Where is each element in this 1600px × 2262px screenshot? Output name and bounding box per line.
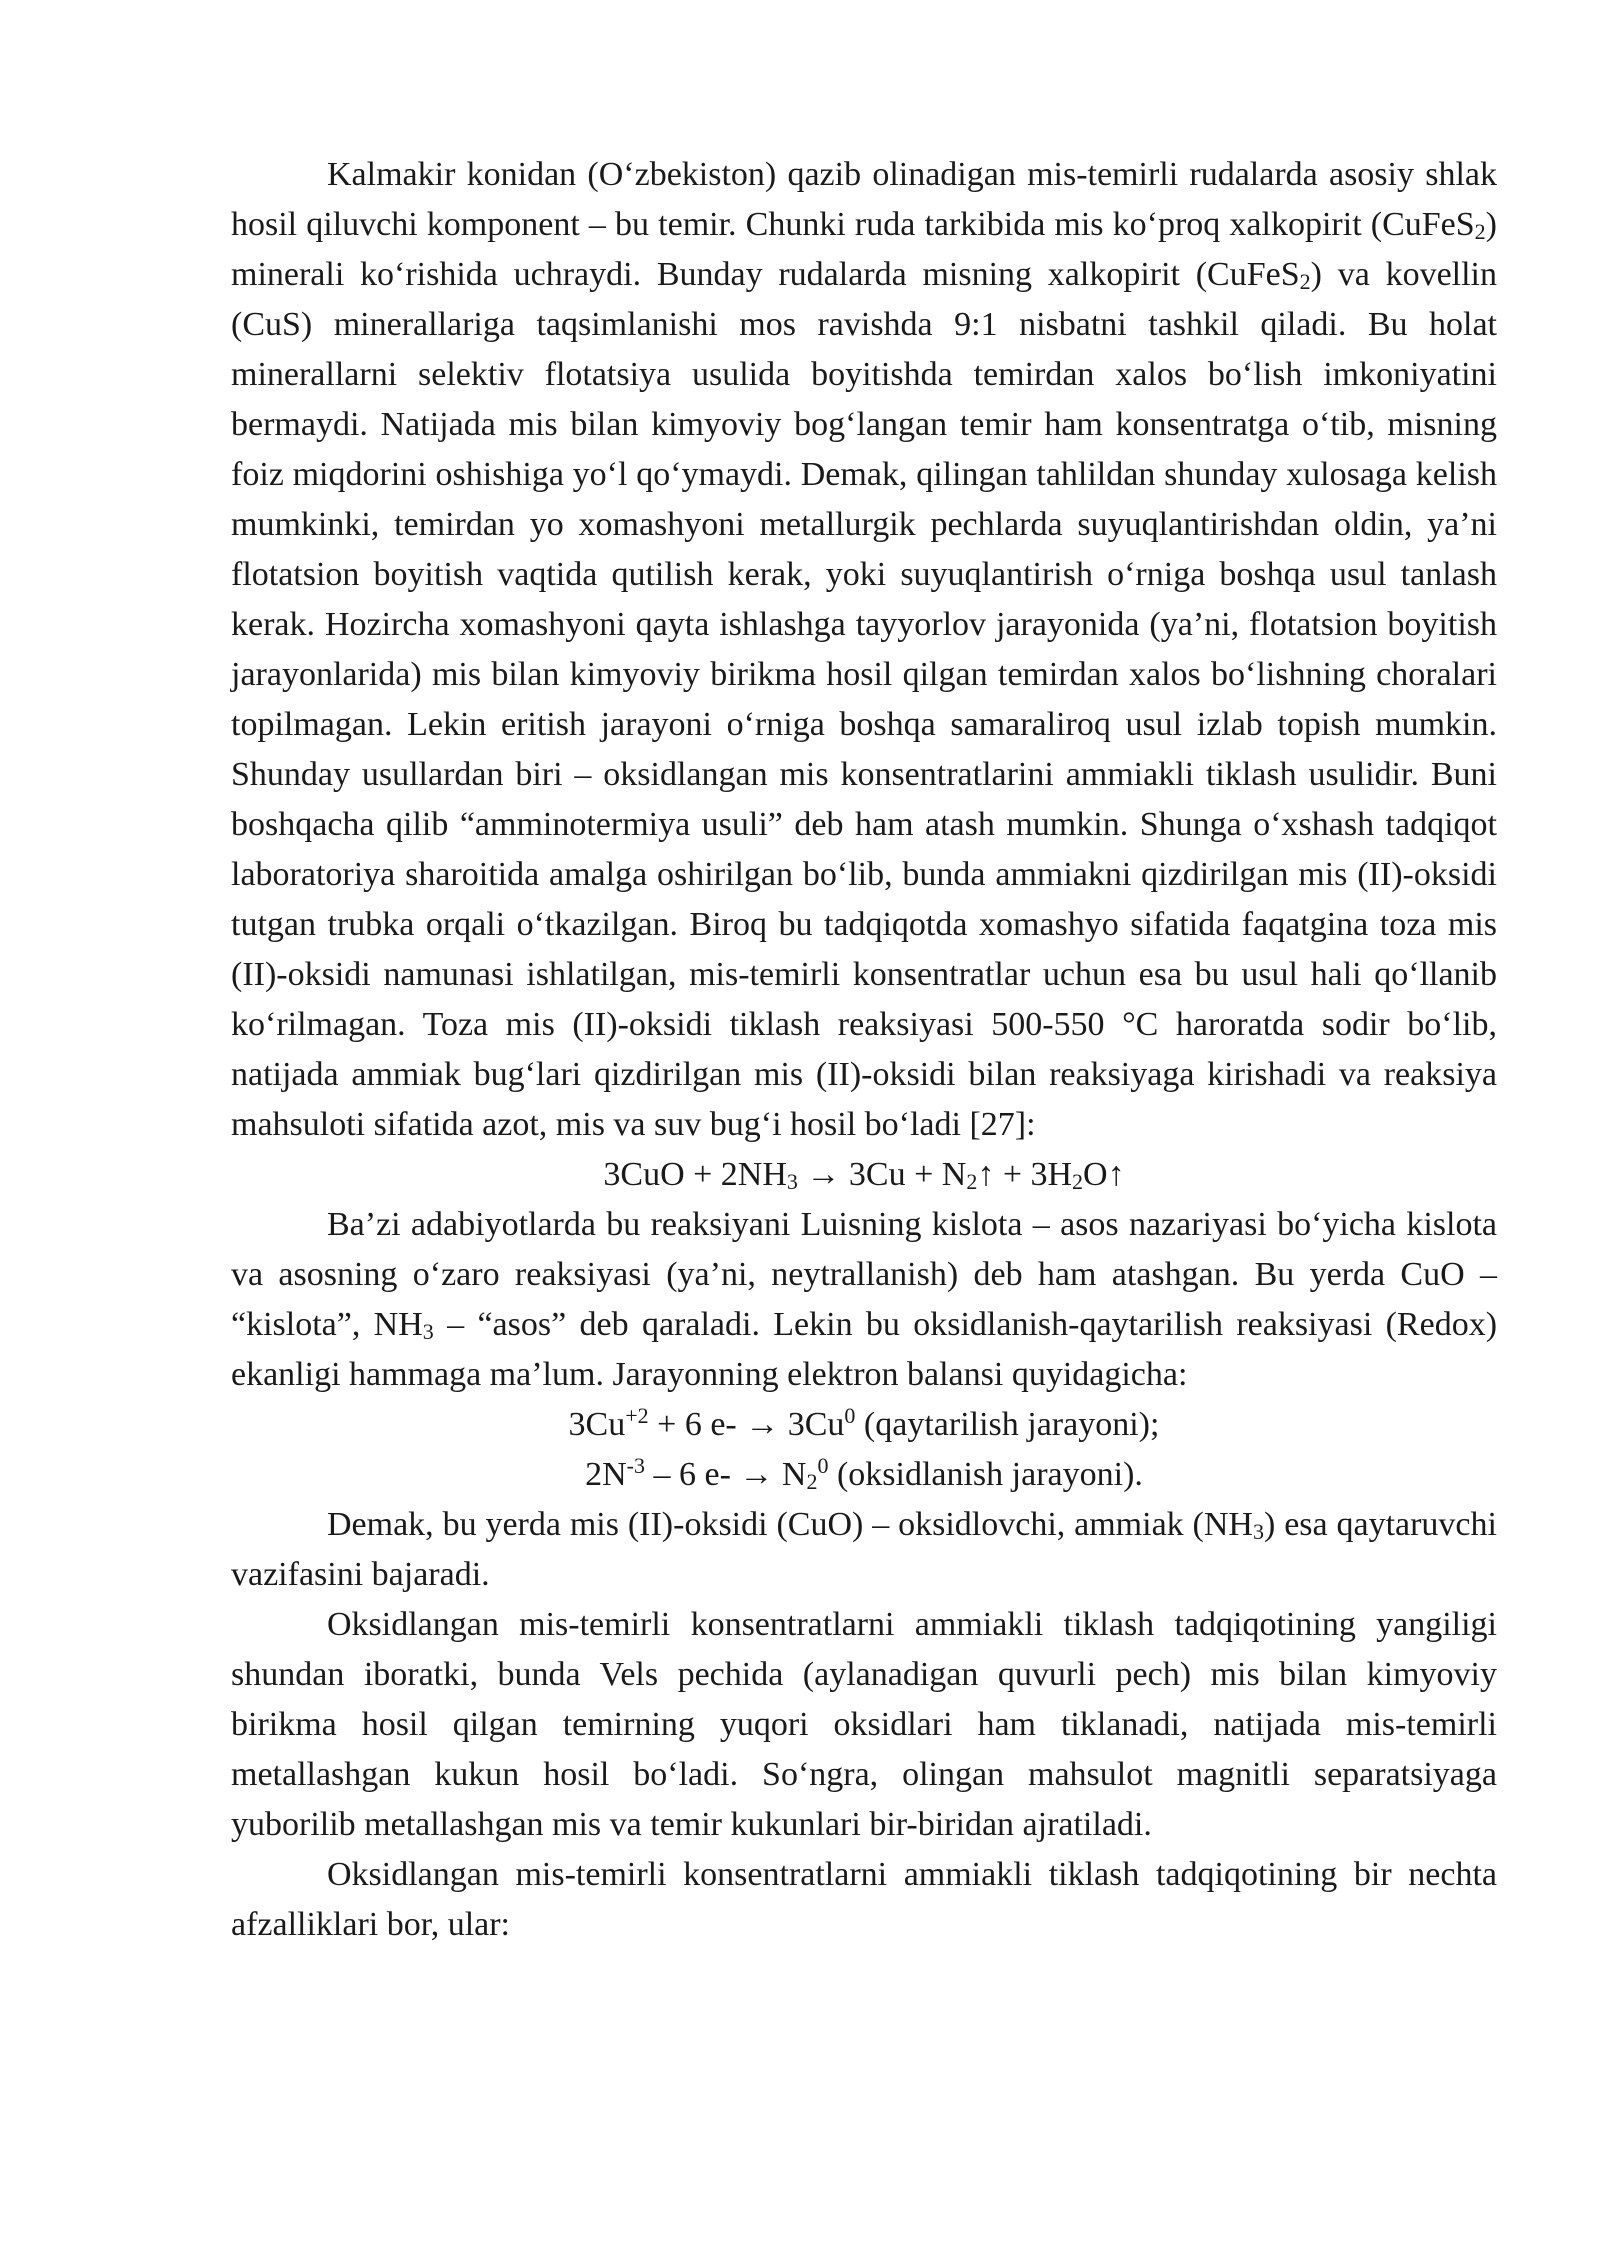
paragraph-novelty: Oksidlangan mis-temirli konsentratlarni ammiakli tiklash tadqiqotining yangiligi shundan iboratki, bunda Vels pechida (aylanadigan quvurli pech) mis bilan kimyoviy birikma hosil qilgan temirning yuqori oksidlari ham tiklanadi, natijada mis-temirli metallashgan kukun hosil bo‘ladi. So‘ngra, olingan mahsulot magnitli separatsiyaga yuborilib metallashgan mis va temir kukunlari bir-biridan ajratiladi. — [231, 1606, 1497, 1843]
subscript: 3 — [786, 1169, 798, 1194]
paragraph-kalmakir-ore — [231, 150, 1497, 1150]
text-run: ) esa qaytaruvchi vazifasini bajaradi. — [231, 1506, 1497, 1593]
text-run: Ba’zi adabiyotlarda bu reaksiyani Luisning kislota – asos nazariyasi bo‘yicha kislota va asosning o‘zaro reaksiyasi (ya’ni, neytrallanish) deb ham atashgan. Bu yerda CuO – “kislota”, NH — [231, 1206, 1497, 1343]
superscript: +2 — [625, 1403, 649, 1428]
subscript: 3 — [1252, 1519, 1264, 1544]
paragraph-lewis-acid-base — [231, 1200, 1497, 1400]
text-run: ) minerali ko‘rishida uchraydi. Bunday rudalarda misning xalkopirit (CuFeS — [231, 206, 1497, 293]
text-run: Demak, bu yerda mis (II)-oksidi (CuO) – oksidlovchi, ammiak (NH — [327, 1506, 1253, 1543]
subscript: 2 — [806, 1469, 818, 1494]
subscript: 2 — [1299, 269, 1311, 294]
text-run: – “asos” deb qaraladi. Lekin bu oksidlanish-qaytarilish reaksiyasi (Redox) ekanligi hammaga ma’lum. Jarayonning elektron balansi quyidagicha: — [231, 1306, 1498, 1393]
equation-cuo-nh3-reduction: $3CuO + 2NH_3 \to 3Cu$ + $N_2↑$ + $3H_2O↑$ — [603, 1156, 1125, 1194]
subscript: 2 — [966, 1169, 978, 1194]
equation-nitrogen-oxidation: $2N^{-3} - 6$ $e- \to N_2^0$ (oksidlanish jarayoni). — [585, 1453, 1143, 1494]
superscript: 0 — [817, 1453, 829, 1478]
subscript: 3 — [422, 1319, 434, 1344]
text-run: ) va kovellin (CuS) minerallariga taqsimlanishi mos ravishda 9:1 nisbatni tashkil qiladi. Bu holat minerallarni selektiv flotatsiya usulida boyitishda temirdan xalos bo‘lish imkoniyatini bermaydi. Natijada mis bilan kimyoviy bog‘langan temir ham konsentratga o‘tib, misning foiz miqdorini oshishiga yo‘l qo‘ymaydi. Demak, qilingan tahlildan shunday xulosaga kelish mumkinki, temirdan yo xomashyoni metallurgik pechlarda suyuqlantirishdan oldin, ya’ni flotatsion boyitish vaqtida qutilish kerak, yoki suyuqlantirish o‘rniga boshqa usul tanlash kerak. Hozircha xomashyoni qayta ishlashga tayyorlov jarayonida (ya’ni, flotatsion boyitish jarayonlarida) mis bilan kimyoviy birikma hosil qilgan temirdan xalos bo‘lishning choralari topilmagan. Lekin eritish jarayoni o‘rniga boshqa samaraliroq usul izlab topish mumkin. Shunday usullardan biri – oksidlangan mis konsentratlarini ammiakli tiklash usulidir. Buni boshqacha qilib “amminotermiya usuli” deb ham atash mumkin. Shunga o‘xshash tadqiqot laboratoriya sharoitida amalga oshirilgan bo‘lib, bunda ammiakni qizdirilgan mis (II)-oksidi tutgan trubka orqali o‘tkazilgan. Biroq bu tadqiqotda xomashyo sifatida faqatgina toza mis (II)-oksidi namunasi ishlatilgan, mis-temirli konsentratlar uchun esa bu usul hali qo‘llanib ko‘rilmagan. Toza mis (II)-oksidi tiklash reaksiyasi 500-550 °C haroratda sodir bo‘lib, natijada ammiak bug‘lari qizdirilgan mis (II)-oksidi bilan reaksiyaga kirishadi va reaksiya mahsuloti sifatida azot, mis va suv bug‘i hosil bo‘ladi [27]: — [231, 256, 1497, 1143]
subscript: 2 — [1072, 1169, 1084, 1194]
paragraph-advantages-intro: Oksidlangan mis-temirli konsentratlarni ammiakli tiklash tadqiqotining bir nechta afzalliklari bor, ular: — [231, 1856, 1497, 1943]
equation-copper-reduction: $3Cu^{+2} + 6$ $e- \to 3Cu^0$ (qaytarilish jarayoni); — [568, 1403, 1160, 1443]
subscript: 2 — [1474, 219, 1486, 244]
document-page — [231, 150, 1497, 1950]
superscript: 0 — [844, 1403, 856, 1428]
superscript: -3 — [626, 1453, 645, 1478]
text-run: Kalmakir konidan (O‘zbekiston) qazib olinadigan mis-temirli rudalarda asosiy shlak hosil qiluvchi komponent – bu temir. Chunki ruda tarkibida mis ko‘proq xalkopirit (CuFeS — [231, 156, 1497, 243]
paragraph-oxidizer-reducer — [231, 1500, 1497, 1600]
